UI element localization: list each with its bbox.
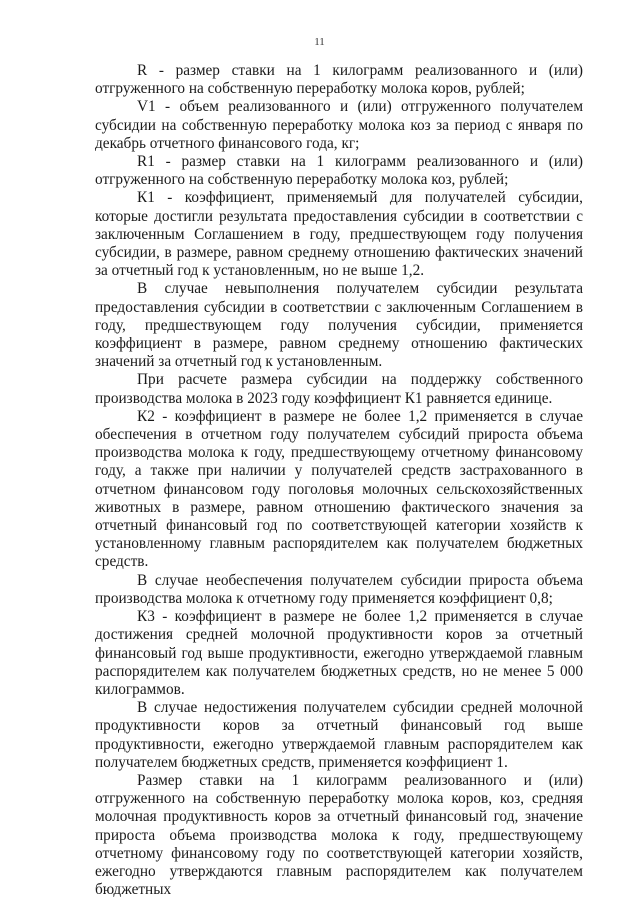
paragraph-k3-failure: В случае недостижения получателем субсидии средней молочной продуктивности коров за отчетный финансовый год выше продуктивности, ежегодно утверждаемой главным распорядителем как получателем бюджетных средств, применяется коэффициент 1. [95,699,583,771]
paragraph-k2-failure: В случае необеспечения получателем субсидии прироста объема производства молока к отчетному году применяется коэффициент 0,8; [95,571,583,607]
paragraph-k2-coefficient: К2 - коэффициент в размере не более 1,2 применяется в случае обеспечения в отчетном году получателем субсидий прироста объема производства молока к году, предшествующему отчетному финансовому году, а также при наличии у получателей средств застрахованного в отчетном финансовом году поголовья молочных сельскохозяйственных животных в размере, равном отношению фактического значения за отчетный финансовый год по соответствующей категории хозяйств к установленному главным распорядителем как получателем бюджетных средств. [95,407,583,571]
paragraph-k1-failure: В случае невыполнения получателем субсидии результата предоставления субсидии в соответствии с заключенным Соглашением в году, предшествующем году получения субсидии, применяется коэффициент в размере, равном среднему отношению фактических значений за отчетный год к установленным. [95,280,583,371]
paragraph-k1-coefficient: К1 - коэффициент, применяемый для получателей субсидии, которые достигли результата предоставления субсидии в соответствии с заключенным Соглашением в году, предшествующем году получения субсидии, в размере, равном среднему отношению фактических значений за отчетный год к установленным, но не выше 1,2. [95,189,583,280]
paragraph-k3-coefficient: К3 - коэффициент в размере не более 1,2 применяется в случае достижения средней молочной продуктивности коров за отчетный финансовый год выше продуктивности, ежегодно утверждаемой главным распорядителем как получателем бюджетных средств, но не менее 5 000 килограммов. [95,608,583,698]
paragraph-v1-volume: V1 - объем реализованного и (или) отгруженного получателем субсидии на собственную переработку молока коз за период с января по декабрь отчетного финансового года, кг; [95,98,583,152]
paragraph-rate-approval: Размер ставки на 1 килограмм реализованного и (или) отгруженного на собственную переработку молока коров, коз, средняя молочная продуктивность коров за отчетный финансовый год, значение прироста объема производства молока к году, предшествующему отчетному финансовому году по соответствующей категории хозяйств, ежегодно утверждаются главным распорядителем как получателем бюджетных [95,771,583,899]
paragraph-k1-2023: При расчете размера субсидии на поддержку собственного производства молока в 2023 году коэффициент К1 равняется единице. [95,371,583,407]
paragraph-r-rate: R - размер ставки на 1 килограмм реализованного и (или) отгруженного на собственную переработку молока коров, рублей; [95,62,583,98]
paragraph-r1-rate: R1 - размер ставки на 1 килограмм реализованного и (или) отгруженного на собственную переработку молока коз, рублей; [95,153,583,189]
page-number: 11 [314,36,325,48]
document-body [95,62,583,899]
